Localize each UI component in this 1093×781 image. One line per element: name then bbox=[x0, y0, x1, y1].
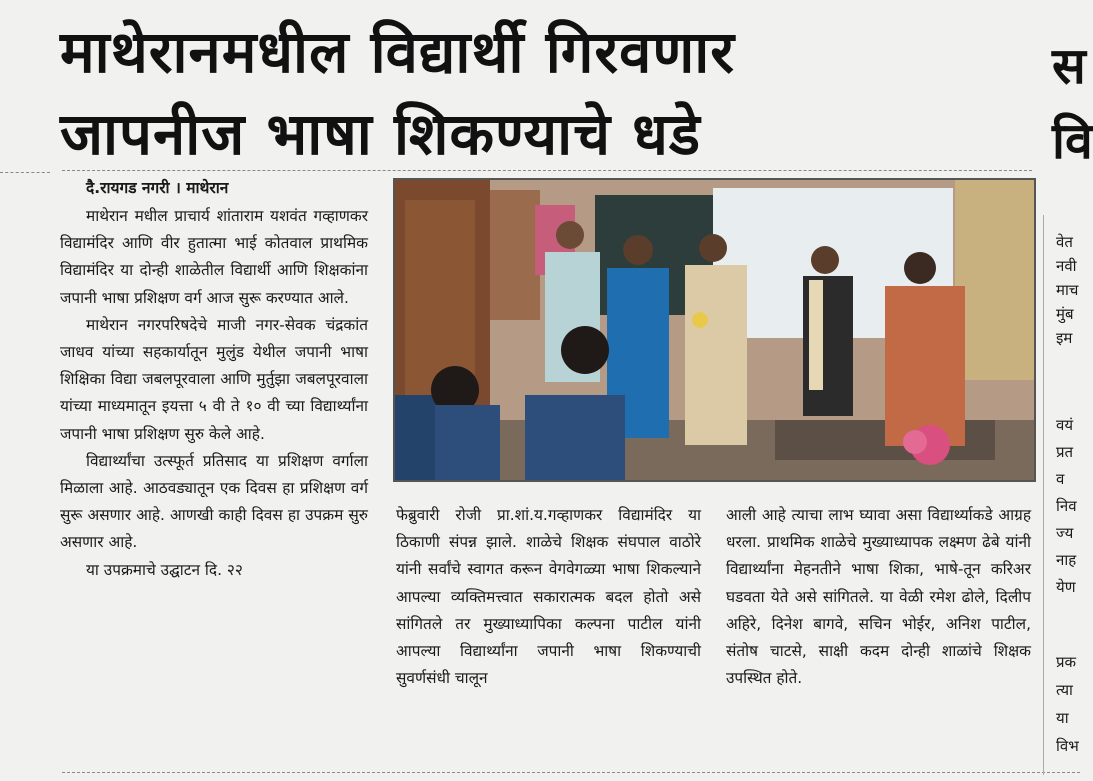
paragraph-1: माथेरान मधील प्राचार्य शांताराम यशवंत गव्हाणकर विद्यामंदिर आणि वीर हुतात्मा भाई कोतवाल प्राथमिक विद्यामंदिर या दोन्ही शाळेतील विद्यार्थी आणि शिक्षकांना जपानी भाषा प्रशिक्षण वर्ग आज सुरू करण्यात आले. bbox=[60, 207, 368, 307]
column-divider-right bbox=[1043, 215, 1044, 775]
right-fragment-mid bbox=[1056, 412, 1080, 601]
right-fragment-bottom bbox=[1056, 648, 1080, 760]
fragment-line: त्या bbox=[1056, 681, 1073, 699]
right-fragment-top bbox=[1056, 230, 1080, 350]
fragment-line: इम bbox=[1056, 329, 1073, 347]
paragraph-5: फेब्रुवारी रोजी प्रा.शां.य.गव्हाणकर विद्यामंदिर या ठिकाणी संपन्न झाले. शाळेचे शिक्षक संघपाल वाठोरे यांनी सर्वांचे स्वागत करून वेगवेगळ्या भाषा शिकल्याने आपल्या व्यक्तिमत्त्वात सकारात्मक बदल होतो असे सांगितले तर मुख्याध्यापिका कल्पना पाटील यांनी आपल्या विद्यार्थ्यांना जपानी भाषा शिकण्याची सुवर्णसंधी चालून bbox=[396, 506, 701, 688]
paragraph-6: आली आहे त्याचा लाभ घ्यावा असा विद्यार्थ्याकडे आग्रह धरला. प्राथमिक शाळेचे मुख्याध्यापक लक्ष्मण ढेबे यांनी विद्यार्थ्यांना मेहनतीने भाषा शिका, भाषे-तून करिअर घडवता येते असे सांगितले. या वेळी रमेश ढोले, दिलीप अहिरे, दिनेश बागवे, सचिन भोईर, अनिश पाटील, संतोष चाटसे, साक्षी कदम दोन्ही शाळांचे शिक्षक उपस्थित होते. bbox=[726, 506, 1031, 688]
news-photo bbox=[393, 178, 1036, 482]
fragment-line: विभ bbox=[1056, 737, 1079, 755]
left-divider bbox=[0, 172, 50, 173]
fragment-line: प्रक bbox=[1056, 653, 1077, 671]
fragment-line: व bbox=[1056, 470, 1065, 488]
article-column-1 bbox=[60, 203, 368, 584]
fragment-line: निव bbox=[1056, 497, 1077, 515]
bottom-divider bbox=[62, 772, 1080, 773]
classroom-photo-illustration bbox=[395, 180, 1034, 480]
headline-line-2: जापनीज भाषा शिकण्याचे धडे bbox=[60, 100, 701, 168]
next-article-heading-2: वि bbox=[1052, 112, 1093, 170]
fragment-line: नवी bbox=[1056, 257, 1077, 275]
fragment-line: ज्य bbox=[1056, 524, 1074, 542]
fragment-line: वयं bbox=[1056, 416, 1074, 434]
byline: दै.रायगड नगरी । माथेरान bbox=[86, 179, 229, 197]
fragment-line: येण bbox=[1056, 578, 1076, 596]
fragment-line: या bbox=[1056, 709, 1069, 727]
article-column-3 bbox=[726, 502, 1031, 692]
fragment-line: प्रत bbox=[1056, 443, 1074, 461]
fragment-line: वेत bbox=[1056, 233, 1073, 251]
fragment-line: मुंब bbox=[1056, 305, 1074, 323]
article-column-2 bbox=[396, 502, 701, 692]
fragment-line: माच bbox=[1056, 281, 1079, 299]
paragraph-3: विद्यार्थ्यांचा उत्स्फूर्त प्रतिसाद या प्रशिक्षण वर्गाला मिळाला आहे. आठवड्यातून एक दिवस हा प्रशिक्षण वर्ग सुरू असणार आहे. आणखी काही दिवस हा उपक्रम सुरु असणार आहे. bbox=[60, 451, 368, 552]
top-divider bbox=[62, 170, 1032, 171]
headline-line-1: माथेरानमधील विद्यार्थी गिरवणार bbox=[60, 18, 736, 86]
next-article-heading-1: स bbox=[1052, 37, 1086, 95]
fragment-line: नाह bbox=[1056, 551, 1077, 569]
paragraph-4: या उपक्रमाचे उद्घाटन दि. २२ bbox=[86, 560, 243, 579]
paragraph-2: माथेरान नगरपरिषदेचे माजी नगर-सेवक चंद्रकांत जाधव यांच्या सहकार्यातून मुलुंड येथील जपानी भाषा शिक्षिका विद्या जबलपूरवाला आणि मुर्तुझा जबलपूरवाला यांच्या माध्यमातून इयत्ता ५ वी ते १० वी च्या विद्यार्थ्यांना जपानी भाषा प्रशिक्षण सुरु केले आहे. bbox=[60, 315, 368, 443]
